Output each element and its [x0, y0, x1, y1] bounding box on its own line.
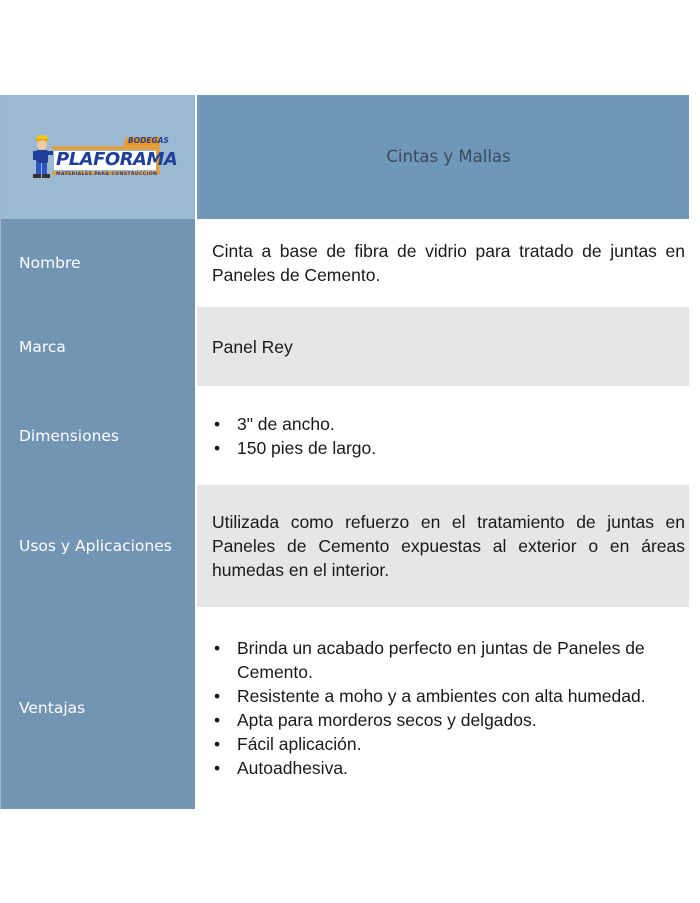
value-marca: Panel Rey — [212, 336, 293, 357]
label-dimensiones: Dimensiones — [1, 386, 197, 485]
category-title-cell — [197, 95, 689, 219]
logo-text: PLAFORAMA — [56, 149, 178, 170]
list-item: • 3" de ancho. — [212, 412, 685, 436]
logo-tagline: MATERIALES PARA CONSTRUCCION — [56, 172, 158, 177]
row-dimensiones — [1, 386, 689, 485]
ventajas-list — [212, 636, 685, 780]
value-marca-cell — [197, 307, 689, 386]
list-item: • Brinda un acabado perfecto en juntas de Paneles de Cemento. — [212, 636, 685, 684]
list-item: • Fácil aplicación. — [212, 732, 685, 756]
row-nombre — [1, 219, 689, 307]
product-sheet — [0, 95, 689, 809]
plaforama-logo — [28, 131, 178, 183]
list-item: • Resistente a moho y a ambientes con alta humedad. — [212, 684, 685, 708]
list-item: • Autoadhesiva. — [212, 756, 685, 780]
value-ventajas-cell — [197, 607, 689, 809]
label-nombre: Nombre — [1, 219, 197, 307]
logo-top-text: BODEGAS — [128, 136, 169, 145]
value-nombre-cell — [197, 219, 689, 307]
value-dimensiones-cell — [197, 386, 689, 485]
value-usos: Utilizada como refuerzo en el tratamiento de juntas en Paneles de Cemento expuestas al exterior o en áreas humedas en el interior. — [212, 512, 685, 580]
row-usos — [1, 485, 689, 607]
label-ventajas: Ventajas — [1, 607, 197, 809]
dimensiones-list — [212, 412, 685, 460]
value-usos-cell — [197, 485, 689, 607]
label-marca: Marca — [1, 307, 197, 386]
header-row — [1, 95, 689, 219]
worker-mascot-icon — [33, 135, 53, 178]
value-nombre: Cinta a base de fibra de vidrio para tratado de juntas en Paneles de Cemento. — [212, 241, 685, 285]
list-item: • Apta para morderos secos y delgados. — [212, 708, 685, 732]
row-marca — [1, 307, 689, 386]
label-usos: Usos y Aplicaciones — [1, 485, 197, 607]
logo-cell — [1, 95, 197, 219]
row-ventajas — [1, 607, 689, 809]
category-title: Cintas y Mallas — [386, 147, 511, 166]
list-item: • 150 pies de largo. — [212, 436, 685, 460]
